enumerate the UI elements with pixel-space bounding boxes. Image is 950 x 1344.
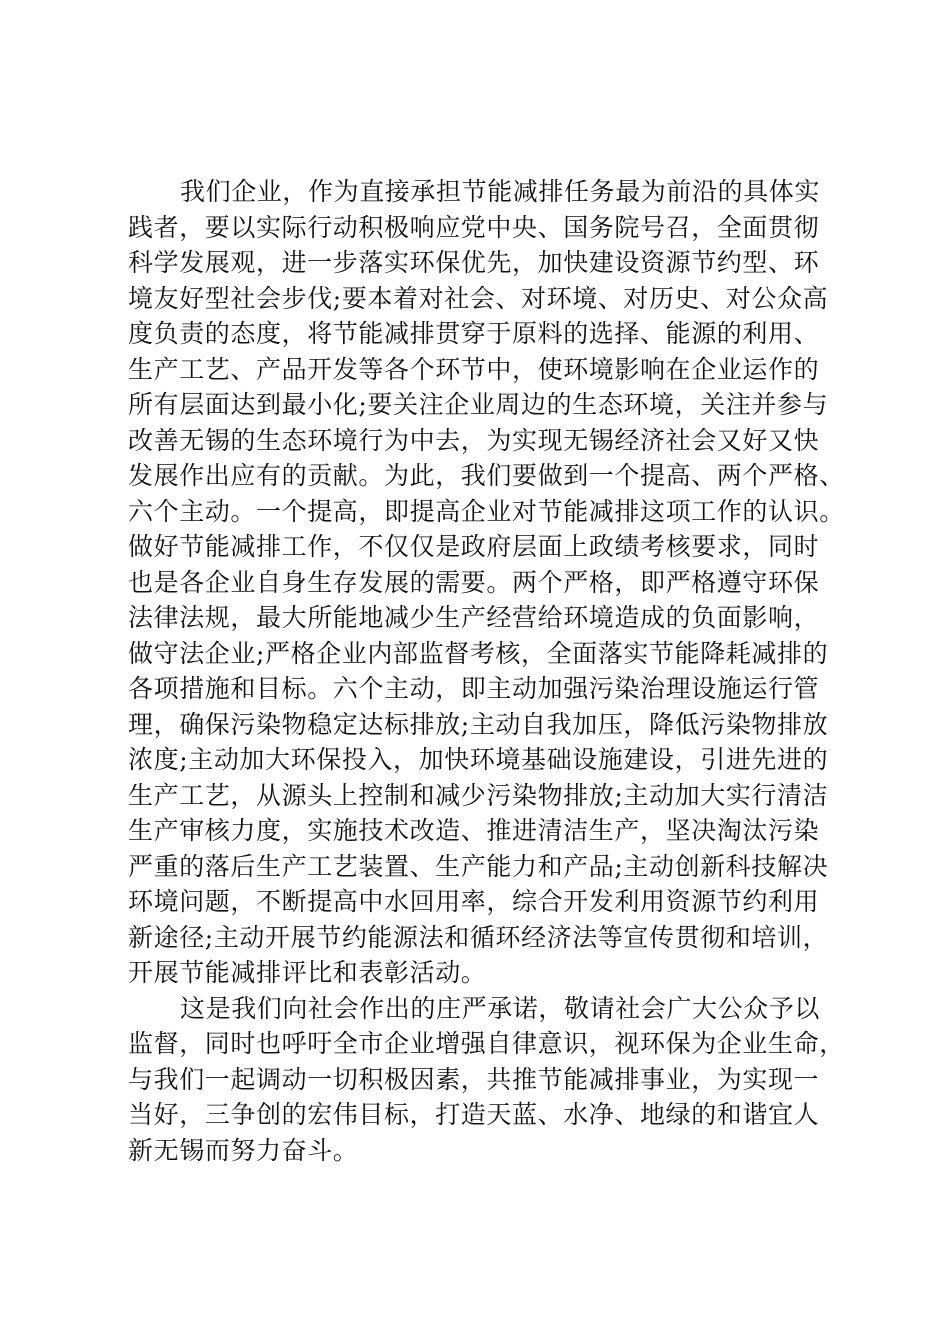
text-line: 生产工艺，从源头上控制和减少污染物排放;主动加大实行清洁 xyxy=(128,780,829,810)
text-line: 践者，要以实际行动积极响应党中央、国务院号召，全面贯彻 xyxy=(128,212,820,242)
text-line: 法律法规，最大所能地减少生产经营给环境造成的负面影响， xyxy=(128,603,820,632)
text-line: 生产工艺、产品开发等各个环节中，使环境影响在企业运作的 xyxy=(128,354,820,384)
text-line: 我们企业，作为直接承担节能减排任务最为前沿的具体实 xyxy=(180,177,821,206)
text-line: 六个主动。一个提高，即提高企业对节能减排这项工作的认识。 xyxy=(128,496,845,526)
text-line: 科学发展观，进一步落实环保优先，加快建设资源节约型、环 xyxy=(128,248,820,277)
text-line: 改善无锡的生态环境行为中去，为实现无锡经济社会又好又快 xyxy=(128,425,820,455)
text-line: 与我们一起调动一切积极因素，共推节能减排事业，为实现一 xyxy=(128,1064,820,1094)
text-line: 发展作出应有的贡献。为此，我们要做到一个提高、两个严格、 xyxy=(128,461,845,490)
paragraph-2 xyxy=(128,991,848,1169)
text-line: 所有层面达到最小化;要关注企业周边的生态环境，关注并参与 xyxy=(128,390,829,419)
text-line: 浓度;主动加大环保投入，加快环境基础设施建设，引进先进的 xyxy=(128,745,829,774)
text-line: 做好节能减排工作，不仅仅是政府层面上政绩考核要求，同时 xyxy=(128,532,820,561)
paragraph-1 xyxy=(128,174,848,991)
text-line: 这是我们向社会作出的庄严承诺，敬请社会广大公众予以 xyxy=(180,993,821,1023)
text-line: 新无锡而努力奋斗。 xyxy=(128,1135,359,1165)
text-line: 度负责的态度，将节能减排贯穿于原料的选择、能源的利用、 xyxy=(128,319,820,348)
text-line: 监督，同时也呼吁全市企业增强自律意识，视环保为企业生命， xyxy=(128,1029,845,1058)
text-line: 新途径;主动开展节约能源法和循环经济法等宣传贯彻和培训， xyxy=(128,922,829,952)
text-line: 严重的落后生产工艺装置、生产能力和产品;主动创新科技解决 xyxy=(128,851,829,881)
text-line: 也是各企业自身生存发展的需要。两个严格，即严格遵守环保 xyxy=(128,567,820,597)
text-line: 当好，三争创的宏伟目标，打造天蓝、水净、地绿的和谐宜人 xyxy=(128,1100,820,1129)
text-line: 做守法企业;严格企业内部监督考核，全面落实节能降耗减排的 xyxy=(128,638,829,668)
text-line: 境友好型社会步伐;要本着对社会、对环境、对历史、对公众高 xyxy=(128,283,829,313)
text-line: 开展节能减排评比和表彰活动。 xyxy=(128,958,487,987)
text-line: 理，确保污染物稳定达标排放;主动自我加压，降低污染物排放 xyxy=(128,709,829,739)
text-line: 生产审核力度，实施技术改造、推进清洁生产，坚决淘汰污染 xyxy=(128,816,820,845)
text-line: 各项措施和目标。六个主动，即主动加强污染治理设施运行管 xyxy=(128,674,820,703)
text-line: 环境问题，不断提高中水回用率，综合开发利用资源节约利用 xyxy=(128,887,820,916)
document-body xyxy=(128,174,848,1168)
